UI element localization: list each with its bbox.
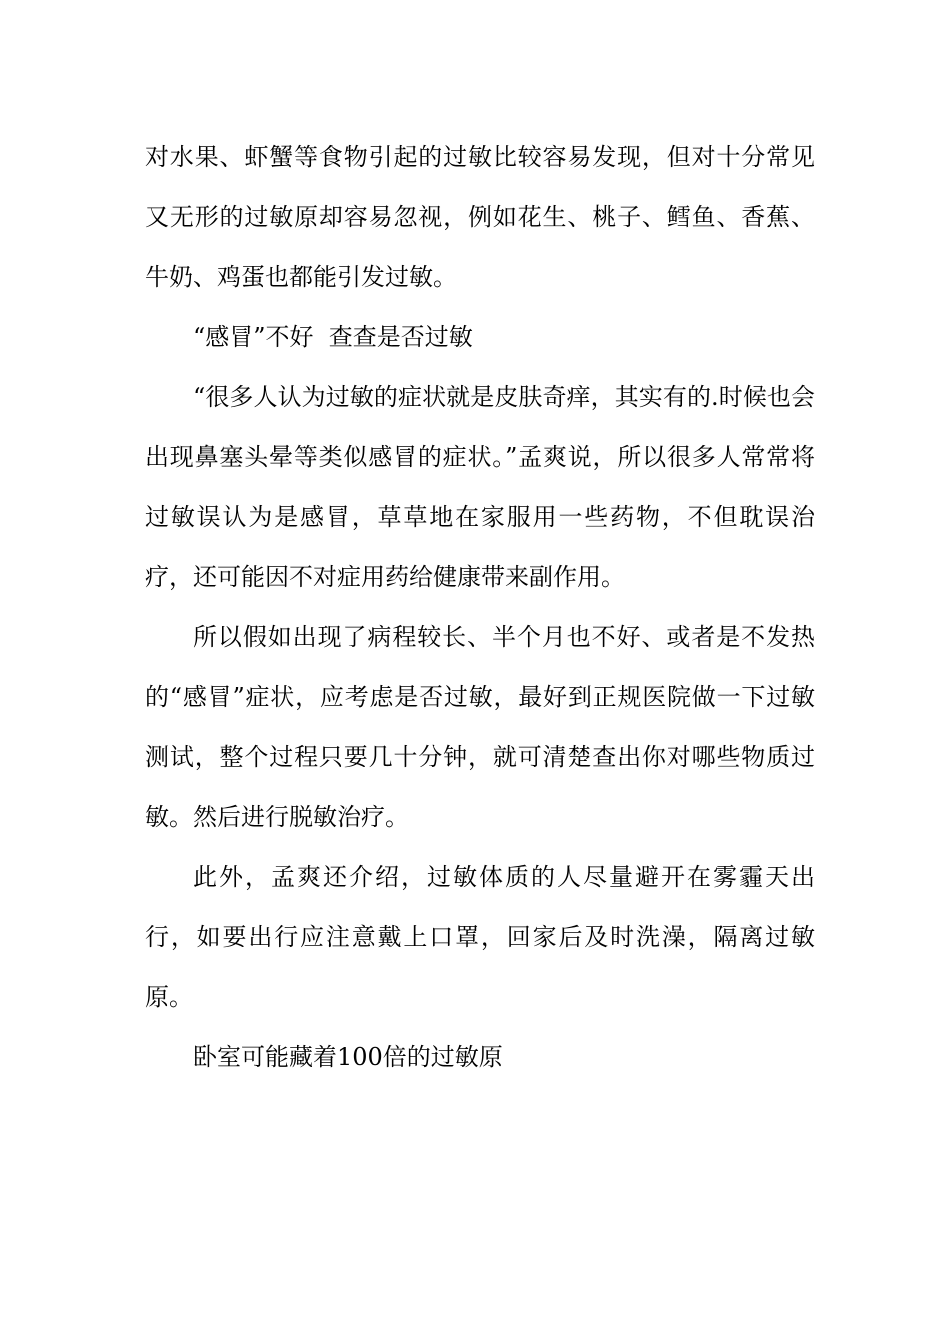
paragraph-symptoms: “很多人认为过敏的症状就是皮肤奇痒，其实有的.时候也会出现鼻塞头晕等类似感冒的症状。”孟爽说，所以很多人常常将过敏误认为是感冒，草草地在家服用一些药物，不但耽误治疗，还可能因不对症用药给健康带来副作用。 — [145, 383, 815, 591]
paragraph-food-allergens: 对水果、虾蟹等食物引起的过敏比较容易发现，但对十分常见又无形的过敏原却容易忽视，例如花生、桃子、鳕鱼、香蕉、牛奶、鸡蛋也都能引发过敏。 — [145, 143, 815, 291]
document-body — [145, 127, 815, 1087]
paragraph-allergy-test: 所以假如出现了病程较长、半个月也不好、或者是不发热的“感冒”症状，应考虑是否过敏，最好到正规医院做一下过敏测试，整个过程只要几十分钟，就可清楚查出你对哪些物质过敏。然后进行脱敏治疗。 — [145, 623, 815, 831]
section-heading-cold-allergy: “感冒”不好 查查是否过敏 — [193, 323, 473, 351]
paragraph-smog-advice: 此外，孟爽还介绍，过敏体质的人尽量避开在雾霾天出行，如要出行应注意戴上口罩，回家后及时洗澡，隔离过敏原。 — [145, 863, 815, 1011]
section-heading-bedroom-allergens: 卧室可能藏着100倍的过敏原 — [193, 1043, 503, 1071]
